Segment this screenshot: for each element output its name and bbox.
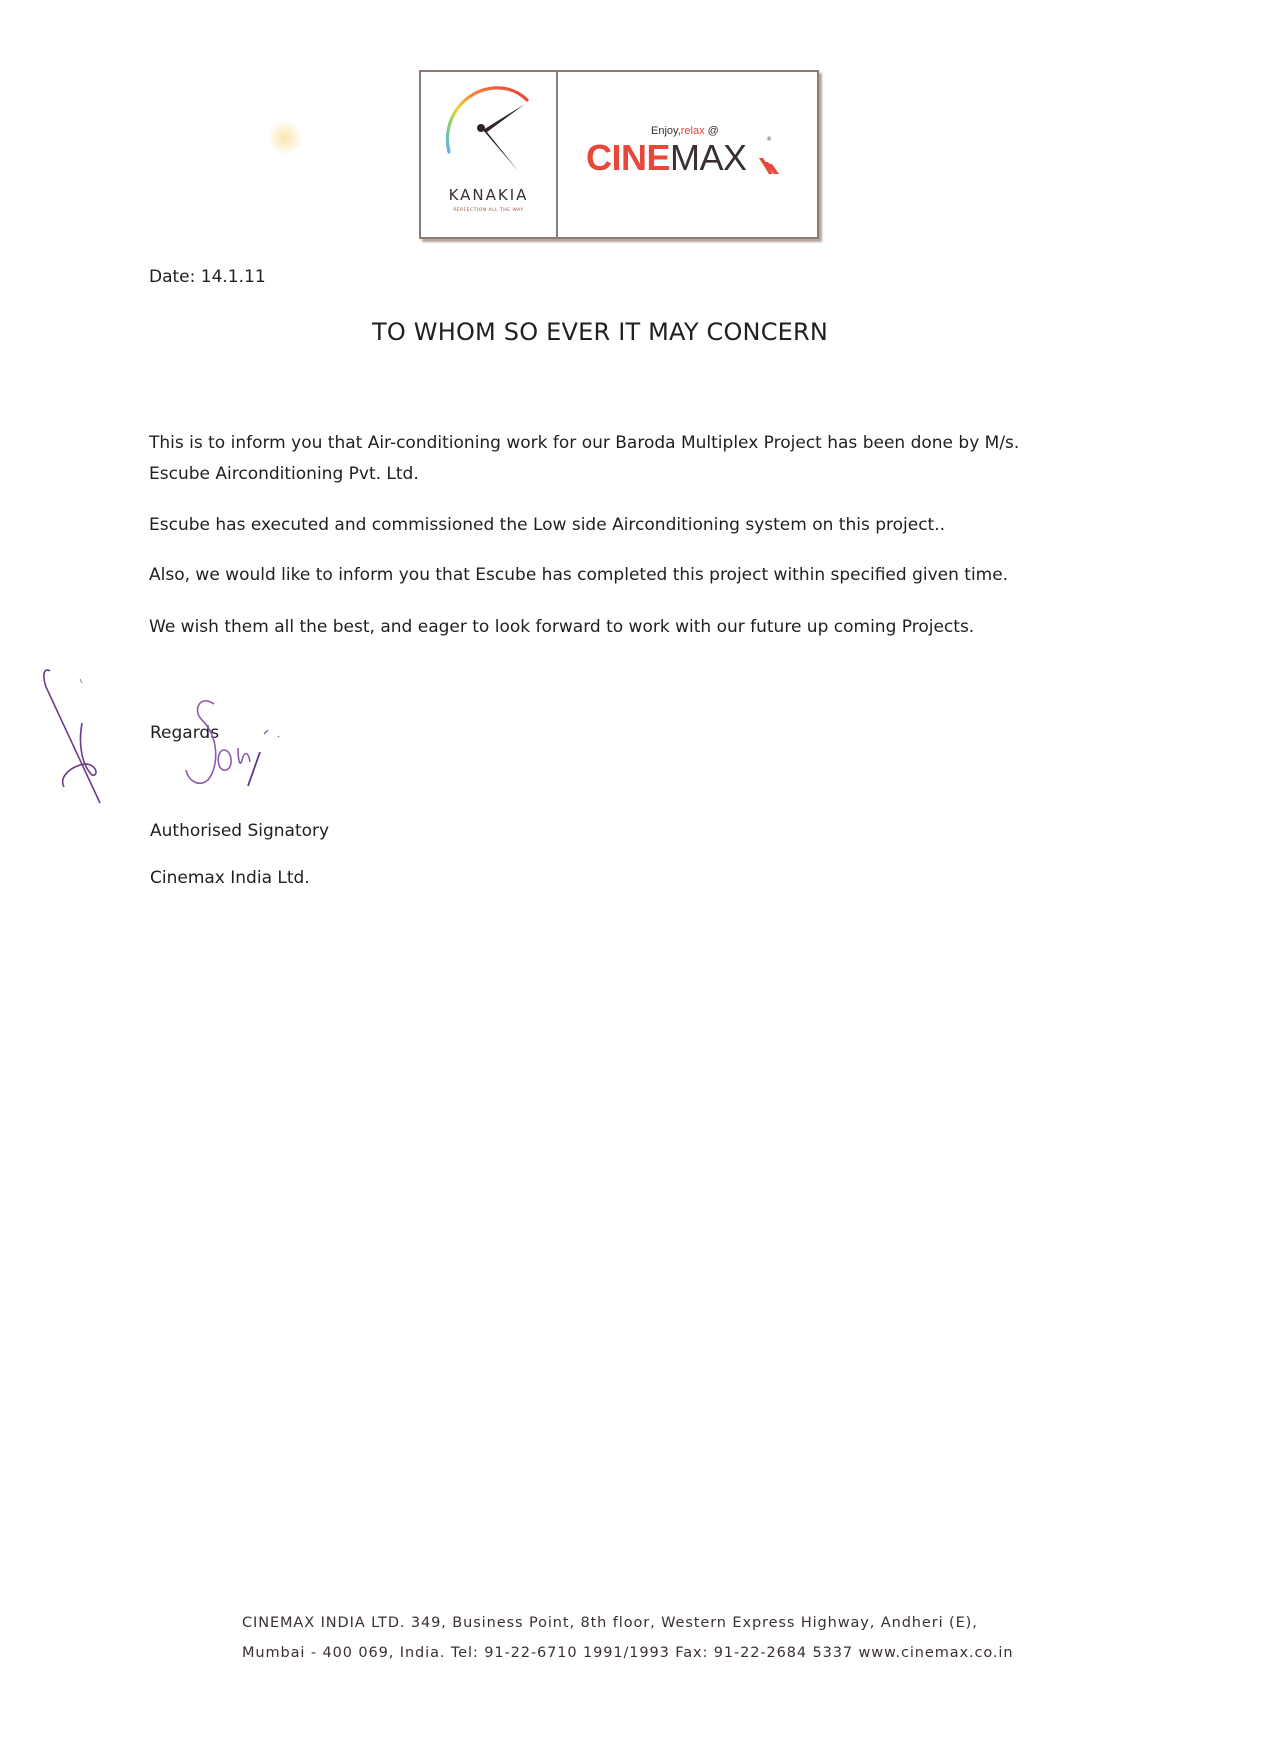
slogan-suffix: @ bbox=[704, 125, 719, 137]
letter-title: TO WHOM SO EVER IT MAY CONCERN bbox=[372, 318, 829, 346]
paragraph-line: This is to inform you that Air-conditioning work for our Baroda Multiplex Project has been done by M/s. bbox=[149, 433, 1020, 453]
cinemax-logo bbox=[558, 72, 815, 237]
kanakia-clock-icon bbox=[439, 80, 539, 185]
letterhead-logo bbox=[419, 70, 819, 239]
kanakia-logo bbox=[421, 72, 556, 237]
signatory-title: Authorised Signatory bbox=[150, 821, 330, 841]
cinemax-slogan bbox=[651, 125, 719, 137]
wordmark-cine: CINE bbox=[586, 137, 671, 178]
kanakia-name: KANAKIA bbox=[448, 186, 529, 204]
kanakia-tagline: PERFECTION ALL THE WAY bbox=[453, 208, 524, 213]
registered-mark: ® bbox=[766, 136, 772, 143]
cinemax-stripes-icon bbox=[759, 158, 781, 174]
slogan-prefix: Enjoy, bbox=[651, 125, 681, 137]
paragraph-line: Also, we would like to inform you that Escube has completed this project within specified given time. bbox=[149, 565, 1009, 585]
paragraph-line: We wish them all the best, and eager to look forward to work with our future up coming Projects. bbox=[149, 617, 975, 637]
footer-address-line-2: Mumbai - 400 069, India. Tel: 91-22-6710 1991/1993 Fax: 91-22-2684 5337 www.cinemax.co.in bbox=[242, 1645, 1014, 1661]
closing-regards: Regards bbox=[150, 723, 220, 743]
footer-address-line-1: CINEMAX INDIA LTD. 349, Business Point, 8th floor, Western Express Highway, Andheri (E), bbox=[242, 1615, 978, 1631]
signature-right-icon bbox=[180, 690, 300, 800]
cinemax-wordmark bbox=[586, 138, 747, 178]
paper-stain bbox=[268, 122, 302, 154]
paragraph-line: Escube has executed and commissioned the Low side Airconditioning system on this project.. bbox=[149, 515, 946, 535]
signatory-company: Cinemax India Ltd. bbox=[150, 868, 310, 888]
signature-left-icon bbox=[40, 665, 140, 825]
slogan-relax: relax bbox=[680, 125, 705, 137]
letter-date: Date: 14.1.11 bbox=[149, 267, 266, 287]
wordmark-max: MAX bbox=[670, 137, 747, 178]
paragraph-line: Escube Airconditioning Pvt. Ltd. bbox=[149, 464, 419, 484]
